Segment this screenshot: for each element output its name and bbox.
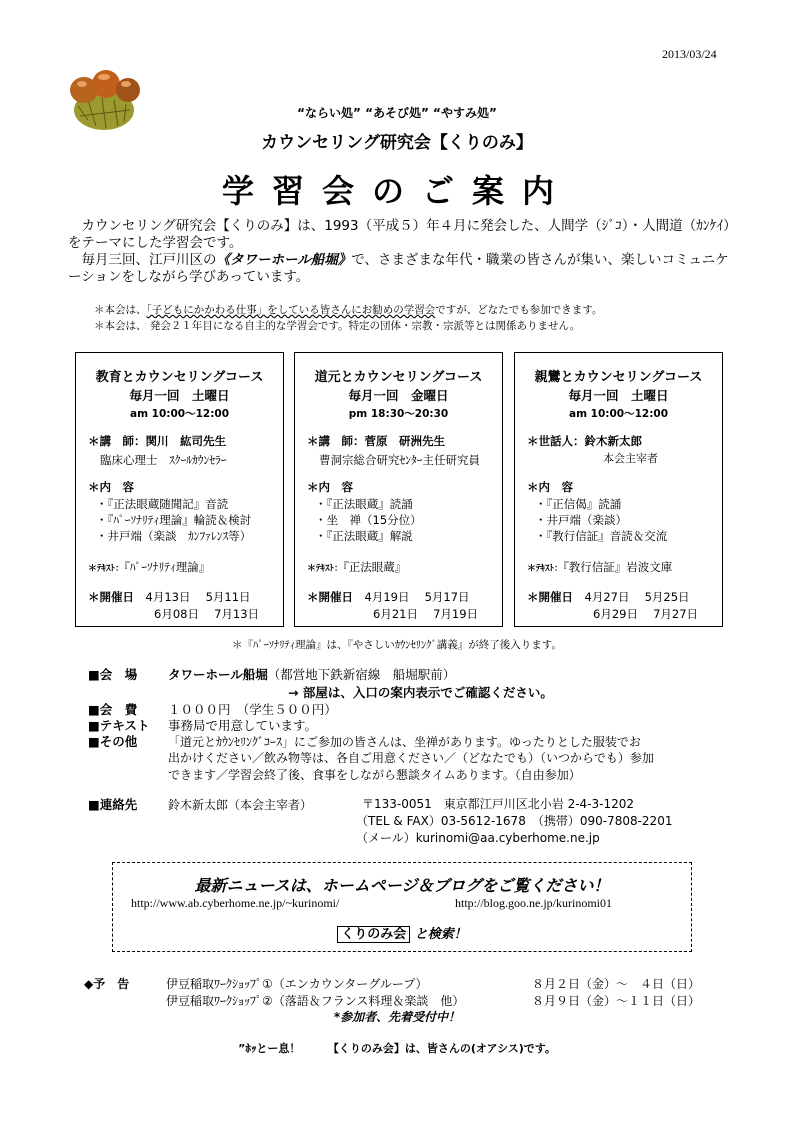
leader-note: 臨床心理士 ｽｸｰﾙｶｳﾝｾﾗｰ xyxy=(100,453,227,467)
closing-right: 【くりのみ会】は、皆さんの(オアシス)です。 xyxy=(333,1042,556,1055)
page-title: 学習会のご案内 xyxy=(221,172,572,210)
leader-label: ＊講 師： xyxy=(307,434,365,448)
announcement-label: ◆予 告 xyxy=(84,977,130,991)
course-time: am 10:00〜12:00 xyxy=(129,408,230,420)
text-label: ＊ﾃｷｽﾄ： xyxy=(88,564,125,574)
venue-row xyxy=(88,665,455,683)
intro-p2-end: で、さまざまな年代・職業の皆さんが集い、楽しいコミュニケーションをしながら学びあっています。 xyxy=(68,252,729,285)
venue-highlight: 《タワーホール船堀》 xyxy=(216,252,352,268)
notes xyxy=(94,302,602,334)
workshop-2-date: ８月９日（金）〜１１日（日） xyxy=(532,994,701,1008)
workshop-1-date: ８月２日（金）〜 ４日（日） xyxy=(532,977,701,991)
contact-email: （メール）kurinomi@aa.cyberhome.ne.jp xyxy=(356,831,600,845)
document-date: 2013/03/24 xyxy=(662,47,717,61)
closing-left: ”ﾎｯとー息！ xyxy=(238,1042,301,1055)
dates-row xyxy=(307,589,496,605)
tagline: “ならい処” “あそび処” “やすみ処” xyxy=(297,106,497,120)
text-label: ＊ﾃｷｽﾄ： xyxy=(527,564,564,574)
content-list xyxy=(315,496,496,544)
search-keyword-box: くりのみ会 xyxy=(337,926,410,943)
leader-name: 鈴木新太郎 xyxy=(584,434,642,448)
content-item: ・『正法眼蔵』解説 xyxy=(315,529,413,543)
contact-name: 鈴木新太郎（本会主宰者） xyxy=(168,798,313,812)
course-leader-row xyxy=(88,433,277,449)
intro-p2-start: 毎月三回、江戸川区の xyxy=(81,252,217,268)
news-box xyxy=(112,862,692,952)
dates-line-1: 4月13日 5月11日 xyxy=(145,590,251,604)
announcement-note: *参加者、先着受付中！ xyxy=(333,1010,461,1024)
search-prompt xyxy=(113,923,691,942)
course-name: 道元とカウンセリングコース xyxy=(314,370,483,385)
contact-phone: （TEL & FAX）03-5612-1678 （携帯）090-7808-2201 xyxy=(356,814,673,828)
leader-name: 関川 紘司先生 xyxy=(145,434,226,448)
content-item: ・『正法眼蔵随聞記』音読 xyxy=(96,497,229,511)
leader-label: ＊講 師： xyxy=(88,434,146,448)
leader-note: 曹洞宗総合研究ｾﾝﾀｰ主任研究員 xyxy=(319,453,480,467)
content-item: ・『正信偈』読誦 xyxy=(535,497,622,511)
venue-note: （都営地下鉄新宿線 船堀駅前） xyxy=(267,667,456,682)
note-1-end: ですが、どなたでも参加できます。 xyxy=(435,304,603,316)
announcement-row-1 xyxy=(84,975,427,992)
content-list xyxy=(535,496,716,544)
blog-link[interactable]: http://blog.goo.ne.jp/kurinomi01 xyxy=(455,896,612,910)
course-box-dogen xyxy=(294,352,503,627)
content-item: ・井戸端（楽談 ｶﾝﾌｧﾚﾝｽ等） xyxy=(96,529,252,543)
closing-message xyxy=(0,1040,794,1056)
venue-name: タワーホール船堀 xyxy=(168,667,268,682)
note-1 xyxy=(94,302,602,318)
contact-label: ■連絡先 xyxy=(88,797,138,812)
contact-row xyxy=(88,795,312,813)
course-schedule: 毎月一回 土曜日 xyxy=(129,388,230,403)
course-name: 親鸞とカウンセリングコース xyxy=(534,370,703,385)
workshop-1: 伊豆稲取ﾜｰｸｼｮｯﾌﾟ①（エンカウンターグループ） xyxy=(166,977,428,991)
note-2: ＊本会は、 発会２１年目になる自主的な学習会です。特定の団体・宗教・宗派等とは関係ありません。 xyxy=(94,320,581,332)
course-name: 教育とカウンセリングコース xyxy=(95,370,264,385)
organization-name: カウンセリング研究会【くりのみ】 xyxy=(261,133,533,153)
note-1-underlined: 「子どもにかかわる仕事」をしている皆さんにお勧めの学習会 xyxy=(146,304,436,316)
course-schedule: 毎月一回 金曜日 xyxy=(348,388,449,403)
leader-note: 本会主宰者 xyxy=(603,452,658,465)
text-row xyxy=(307,559,496,575)
dates-line-2: 6月29日 7月27日 xyxy=(593,607,699,621)
intro-paragraph-1: カウンセリング研究会【くりのみ】は、1993（平成５）年４月に発会した、人間学（ｼﾞｺ）・人間道（ｶﾝｹｲ）をテーマにした学習会です。 xyxy=(68,218,737,251)
course-box-education xyxy=(75,352,284,627)
other-line-3: できます／学習会終了後、食事をしながら懇談タイムあります。（自由参加） xyxy=(168,768,581,782)
dates-label: ＊開催日 xyxy=(527,590,573,604)
content-item: ・『正法眼蔵』読誦 xyxy=(315,497,413,511)
leader-name: 菅原 研洲先生 xyxy=(364,434,445,448)
leader-label: ＊世話人： xyxy=(527,434,585,448)
fee-value: １０００円 （学生５００円） xyxy=(168,702,337,717)
course-box-shinran xyxy=(514,352,723,627)
dates-label: ＊開催日 xyxy=(88,590,134,604)
venue-label: ■会 場 xyxy=(88,667,138,682)
dates-line-2: 6月08日 7月13日 xyxy=(154,607,260,621)
dates-line-1: 4月27日 5月25日 xyxy=(584,590,690,604)
fee-label: ■会 費 xyxy=(88,702,138,717)
dates-label: ＊開催日 xyxy=(307,590,353,604)
text-label: ＊ﾃｷｽﾄ： xyxy=(307,564,344,574)
course-time: pm 18:30〜20:30 xyxy=(348,408,449,420)
content-list xyxy=(96,496,277,544)
dates-row xyxy=(527,589,716,605)
dates-line-2: 6月21日 7月19日 xyxy=(373,607,479,621)
other-line-1: 「道元とｶｳﾝｾﾘﾝｸﾞｺｰｽ」にご参加の皆さんは、坐禅があります。ゆったりとした服装でお xyxy=(168,735,641,749)
other-line-2: 出かけください／飲み物等は、各自ご用意ください／（どなたでも）（いつからでも）参加 xyxy=(168,751,654,765)
text-value: 『教行信証』岩波文庫 xyxy=(563,560,673,574)
course-schedule: 毎月一回 土曜日 xyxy=(568,388,669,403)
text-row xyxy=(527,559,716,575)
workshop-2: 伊豆稲取ﾜｰｸｼｮｯﾌﾟ②（落語＆フランス料理＆楽談 他） xyxy=(166,994,465,1008)
dates-line-1: 4月19日 5月17日 xyxy=(364,590,470,604)
content-item: ・『ﾊﾟｰｿﾅﾘﾃｨ理論』輪読＆検討 xyxy=(96,513,252,527)
course-time: am 10:00〜12:00 xyxy=(568,408,669,420)
content-item: ・坐 禅（15分位） xyxy=(315,513,422,527)
content-label: ＊内 容 xyxy=(527,480,573,494)
contact-address: 〒133-0051 東京都江戸川区北小岩 2-4-3-1202 xyxy=(362,797,635,811)
intro-paragraph-2 xyxy=(68,252,738,286)
chestnut-logo-image xyxy=(66,60,148,132)
text-value: 事務局で用意しています。 xyxy=(168,718,318,733)
content-item: ・井戸端（楽談） xyxy=(535,513,627,527)
news-title: 最新ニュースは、ホームページ＆ブログをご覧ください！ xyxy=(194,876,610,895)
room-guidance: → 部屋は、入口の案内表示でご確認ください。 xyxy=(288,685,553,700)
text-row xyxy=(88,559,277,575)
course-leader-row xyxy=(307,433,496,449)
content-label: ＊内 容 xyxy=(307,480,353,494)
other-row xyxy=(88,732,641,750)
text-label: ■テキスト xyxy=(88,718,150,733)
other-label: ■その他 xyxy=(88,734,138,749)
text-value: 『正法眼蔵』 xyxy=(343,560,407,574)
course-footnote: ＊『ﾊﾟｰｿﾅﾘﾃｨ理論』は、『やさしいｶｳﾝｾﾘﾝｸﾞ講義』が終了後入ります。 xyxy=(232,639,562,651)
content-item: ・『教行信証』音読＆交流 xyxy=(535,529,668,543)
text-value: 『ﾊﾟｰｿﾅﾘﾃｨ理論』 xyxy=(124,560,211,574)
intro-text xyxy=(68,218,738,286)
content-label: ＊内 容 xyxy=(88,480,134,494)
dates-row xyxy=(88,589,277,605)
search-suffix: と検索！ xyxy=(414,927,467,942)
note-1-start: ＊本会は、 xyxy=(94,304,147,316)
homepage-link[interactable]: http://www.ab.cyberhome.ne.jp/~kurinomi/ xyxy=(131,896,340,910)
course-leader-row xyxy=(527,433,716,449)
